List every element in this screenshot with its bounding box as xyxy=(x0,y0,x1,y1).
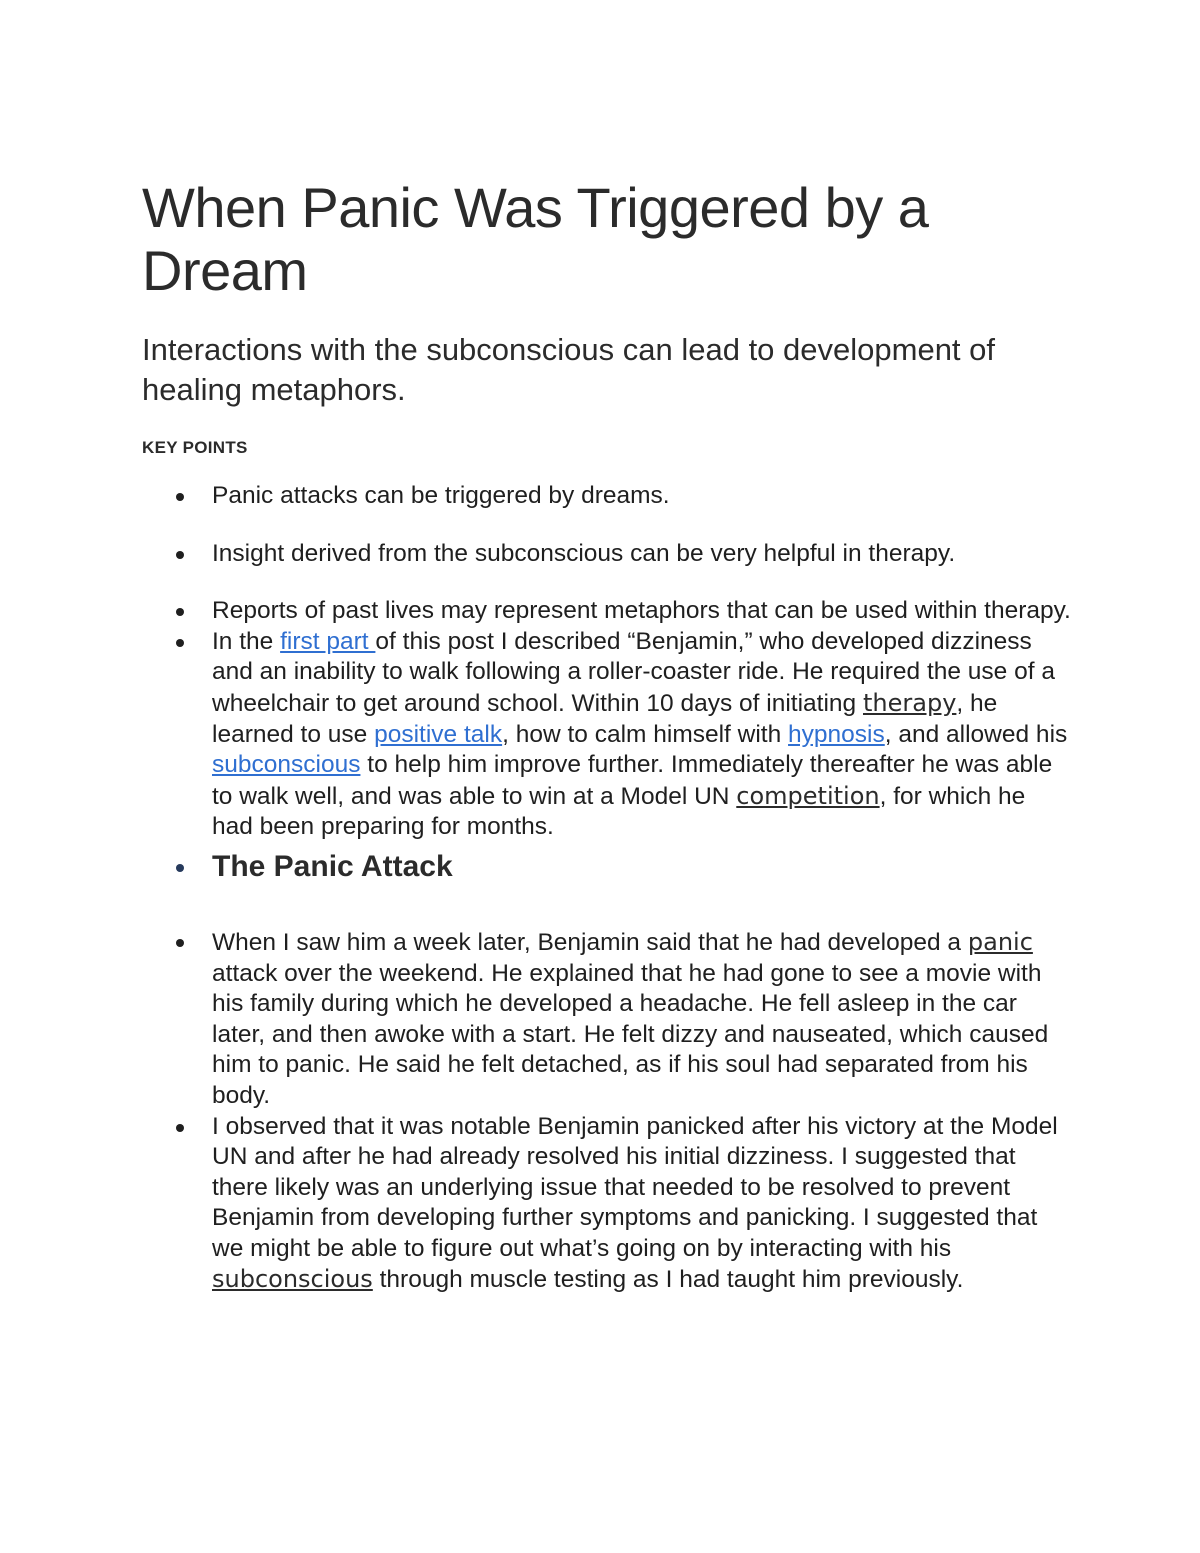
article-title: When Panic Was Triggered by a Dream xyxy=(142,176,929,302)
subconscious-term-link[interactable]: subconscious xyxy=(212,1265,373,1294)
paragraph-text: I observed that it was notable Benjamin panicked after his victory at the Model UN and after he had already resolved his initial dizziness. I suggested that there likely was an underlying issue that needed to be resolved to prevent Benjamin from developing further symptoms and panicking. I suggested that we might be able to figure out what’s going on by interacting with his xyxy=(212,1112,1058,1262)
intro-text: , how to calm himself with xyxy=(502,720,789,748)
therapy-term-link[interactable]: therapy xyxy=(863,688,957,717)
article-subtitle: Interactions with the subconscious can lead to development of healing metaphors. xyxy=(142,332,996,407)
paragraph-text: through muscle testing as I had taught him previously. xyxy=(372,1266,964,1294)
bullet-icon xyxy=(176,551,184,559)
hypnosis-link[interactable]: hypnosis xyxy=(788,720,885,748)
panic-term-link[interactable]: panic xyxy=(967,927,1033,956)
intro-text: , and allowed his xyxy=(884,720,1068,748)
key-points-label: KEY POINTS xyxy=(142,438,248,457)
section-heading xyxy=(142,849,1072,885)
bullet-icon xyxy=(176,1124,184,1132)
bullet-icon xyxy=(176,493,184,501)
positive-talk-link[interactable]: positive talk xyxy=(374,720,503,748)
competition-term-link[interactable]: competition xyxy=(736,781,880,810)
paragraph-text: When I saw him a week later, Benjamin said that he had developed a xyxy=(212,928,968,956)
subconscious-link[interactable]: subconscious xyxy=(212,751,361,779)
intro-text: to help him improve further. Immediately thereafter he was able to walk well, and was able to win at a Model UN xyxy=(212,751,1053,810)
body-list xyxy=(142,927,1072,1296)
intro-text: In the xyxy=(212,627,281,655)
paragraph-text: attack over the weekend. He explained that he had gone to see a movie with his family during which he developed a headache. He fell asleep in the car later, and then awoke with a start. He felt dizzy and nauseated, which caused him to panic. He said he felt detached, as if his soul had separated from his body. xyxy=(212,959,1049,1109)
body-paragraph xyxy=(142,927,1072,1112)
key-point-item xyxy=(142,539,1072,570)
bullet-icon xyxy=(176,608,184,616)
section-heading-text: The Panic Attack xyxy=(212,849,453,883)
bullet-icon xyxy=(176,939,184,947)
key-point-text: Insight derived from the subconscious can be very helpful in therapy. xyxy=(212,539,956,567)
key-point-text: Panic attacks can be triggered by dreams. xyxy=(212,482,670,509)
intro-text: , for which he had been preparing for months. xyxy=(212,782,1026,841)
body-paragraph xyxy=(142,1112,1072,1297)
bullet-icon xyxy=(176,864,184,872)
intro-paragraph xyxy=(142,627,1072,843)
key-point-item xyxy=(142,596,1072,627)
bullet-icon xyxy=(176,639,184,647)
key-points-list xyxy=(142,481,1072,885)
key-point-item xyxy=(142,481,1072,512)
article xyxy=(142,176,1072,1296)
intro-text: of this post I described “Benjamin,” who developed dizziness and an inability to walk following a roller-coaster ride. He required the use of a wheelchair to get around school. Within 10 days of initiating xyxy=(212,627,1055,717)
key-point-text: Reports of past lives may represent metaphors that can be used within therapy. xyxy=(212,597,1071,625)
intro-text: , he learned to use xyxy=(212,689,998,748)
first-part-link[interactable]: first part xyxy=(280,627,376,655)
